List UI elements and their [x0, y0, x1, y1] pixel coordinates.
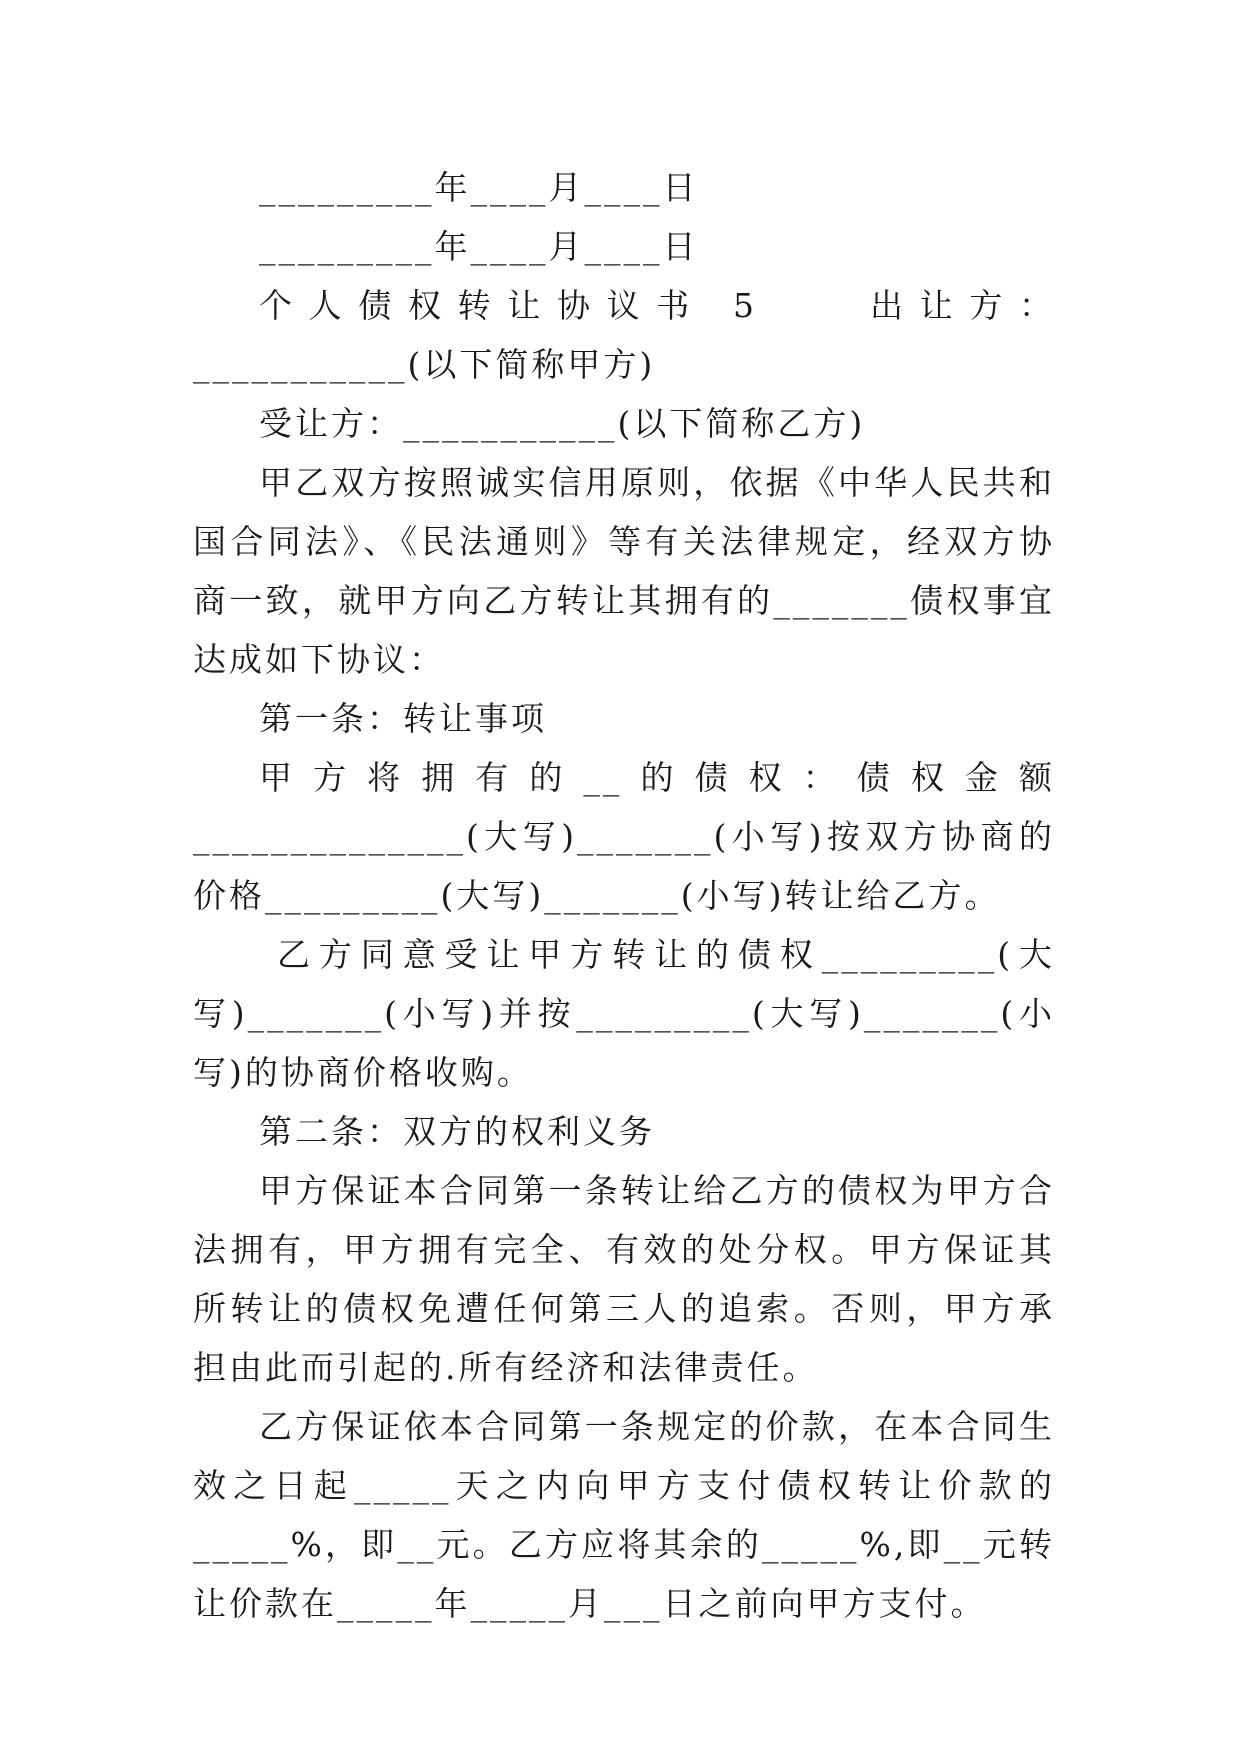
article-1-paragraph-2: 乙方同意受让甲方转让的债权_________(大写)_______(小写)并按_________(大写)_______(小写)的协商价格收购。	[193, 935, 1055, 1092]
preamble-paragraph: 甲乙双方按照诚实信用原则，依据《中华人民共和国合同法》、《民法通则》等有关法律规定，经双方协商一致，就甲方向乙方转让其拥有的_______债权事宜达成如下协议：	[193, 463, 1055, 679]
date-line: _________年____月____日	[259, 168, 699, 207]
transferee-line: 受让方：___________(以下简称乙方)	[259, 404, 866, 443]
article-2-heading: 第二条：双方的权利义务	[259, 1112, 655, 1151]
article-2-paragraph-2: 乙方保证依本合同第一条规定的价款，在本合同生效之日起_____天之内向甲方支付债权转让价款的_____%，即__元。乙方应将其余的_____%,即__元转让价款在_____年_____月___日之前向甲方支付。	[193, 1407, 1055, 1623]
title-paragraph: 个人债权转让协议书 5 出让方：___________(以下简称甲方)	[193, 286, 1055, 384]
date-line: _________年____月____日	[259, 227, 699, 266]
article-1-paragraph-1: 甲方将拥有的__的债权：债权金额______________(大写)_______(小写)按双方协商的价格_________(大写)_______(小写)转让给乙方。	[193, 758, 1055, 915]
article-2-paragraph-1: 甲方保证本合同第一条转让给乙方的债权为甲方合法拥有，甲方拥有完全、有效的处分权。甲方保证其所转让的债权免遭任何第三人的追索。否则，甲方承担由此而引起的.所有经济和法律责任。	[193, 1171, 1055, 1387]
document-body	[193, 158, 1055, 1633]
article-1-heading: 第一条：转让事项	[259, 699, 547, 738]
